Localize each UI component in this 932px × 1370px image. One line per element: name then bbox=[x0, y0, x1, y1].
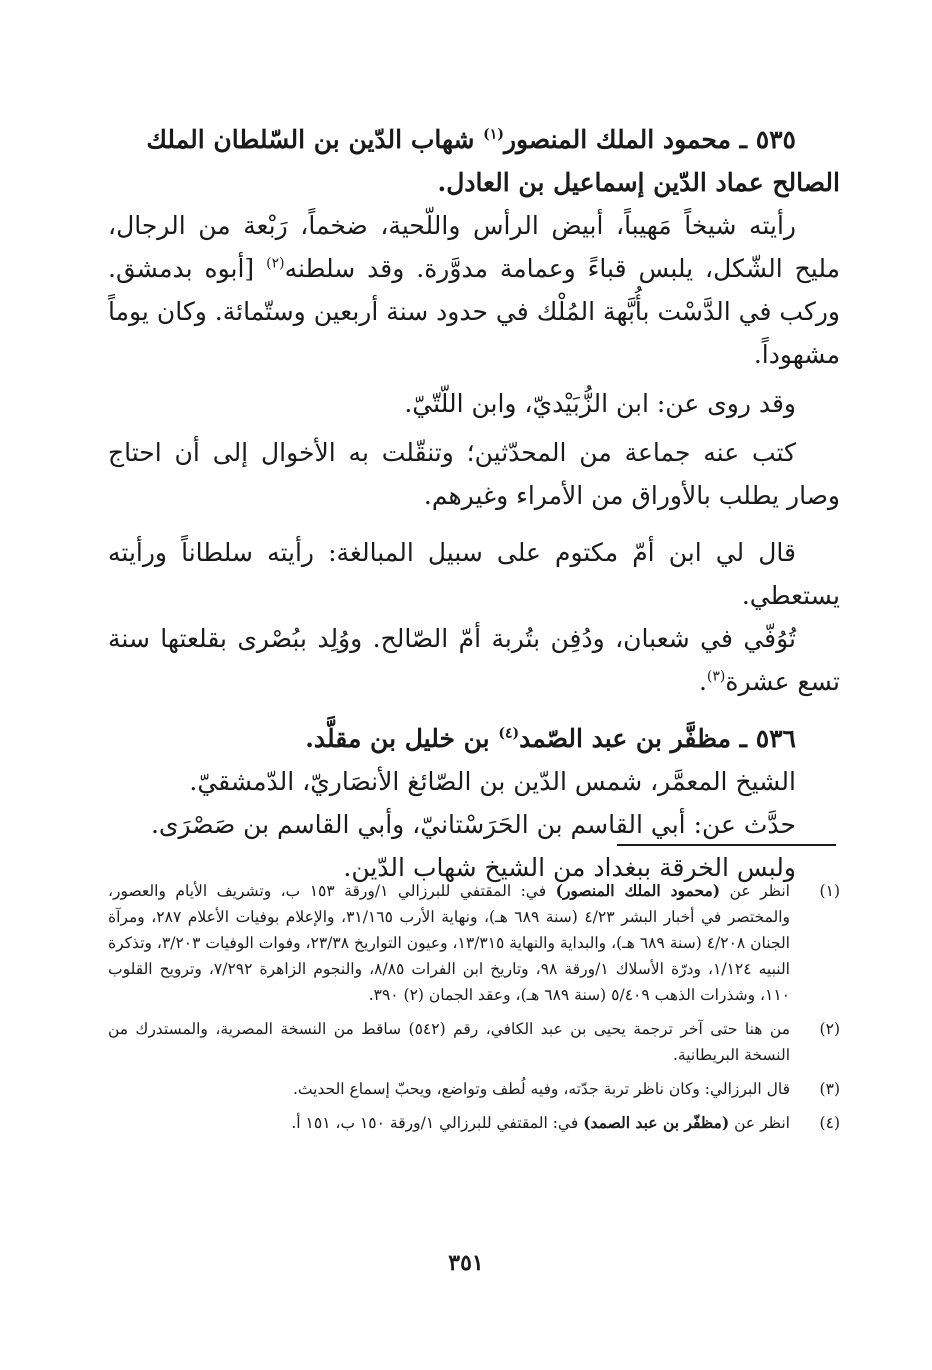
entry-536-line2: حدَّث عن: أبي القاسم بن الحَرَسْتانيّ، وأبي القاسم بن صَصْرَى. bbox=[150, 810, 796, 839]
entry-535-para-death bbox=[108, 617, 840, 703]
entry-535-title-cont: شهاب الدّين بن السّلطان الملك bbox=[146, 125, 484, 154]
main-text bbox=[108, 118, 840, 889]
footnote-pre: انظر عن bbox=[720, 882, 790, 900]
footnote-text: من هنا حتى آخر ترجمة يحيى بن عبد الكافي، رقم (٥٤٢) ساقط من النسخة المصرية، والمستدرك من النسخة البريطانية. bbox=[108, 1020, 790, 1064]
footnote-text bbox=[108, 878, 790, 1008]
footnote-sources: في: المقتفي للبرزالي ١/ورقة ١٥٣ ب، وتشريف الأيام والعصور، والمختصر في أخبار البشر ٤/٢٣ (سنة ٦٨٩ هـ)، ونهاية الأرب ٣١/١٦٥، والإعلام بوفيات الأعلام ٢٨٧، ومرآة الجنان ٤/٢٠٨ (سنة ٦٨٩ هـ)، والبداية والنهاية ١٣/٣١٥، وعيون التواريخ ٢٣/٣٨، وفوات الوفيات ٣/٢٠٣، وتذكرة النبيه ١/١٢٤، ودرّة الأسلاك ١/ورقة ٩٨، وتاريخ ابن الفرات ٨/٨٥، والنجوم الزاهرة ٧/٢٩٢، وترويح القلوب ١١٠، وشذرات الذهب ٥/٤٠٩ (سنة ٦٨٩ هـ)، وعقد الجمان (٢) ٣٩٠. bbox=[108, 882, 790, 1004]
entry-536-line3: ولبس الخرقة ببغداد من الشيخ شهاب الدّين. bbox=[343, 853, 796, 882]
footnote-subject: (محمود الملك المنصور) bbox=[555, 881, 721, 900]
entry-535-para-quote: قال لي ابن أمّ مكتوم على سبيل المبالغة: رأيته سلطاناً ورأيته يستعطي. bbox=[108, 538, 840, 610]
footnote-number: (٣) bbox=[819, 1080, 840, 1098]
footnote-1 bbox=[108, 878, 840, 1008]
para-text-cont: [أبوه بدمشق. وركب في الدَّسْت بأُبَّهة المُلْك في حدود سنة أربعين وستّمائة. وكان يوماً مشهوداً. bbox=[108, 254, 840, 369]
footnotes bbox=[108, 878, 840, 1144]
entry-535-para-students: كتب عنه جماعة من المحدّثين؛ وتنقّلت به الأخوال إلى أن احتاج وصار يطلب بالأوراق من الأمراء وغيرهم. bbox=[108, 438, 840, 510]
entry-535-para-description bbox=[108, 204, 840, 376]
entry-536-title: ٥٣٦ ـ مظفَّر بن عبد الصّمد bbox=[519, 724, 796, 753]
footnote-separator bbox=[617, 844, 836, 846]
footnote-ref-4[interactable]: (٤) bbox=[498, 725, 520, 742]
entry-535-title: ٥٣٥ ـ محمود الملك المنصور bbox=[503, 125, 796, 154]
footnote-sources: في: المقتفي للبرزالي ١/ورقة ١٥٠ ب، ١٥١ أ. bbox=[291, 1114, 584, 1132]
entry-536-title-cont: بن خليل بن مقلَّد. bbox=[305, 724, 499, 753]
footnote-4 bbox=[108, 1110, 840, 1136]
footnote-number: (١) bbox=[819, 882, 840, 900]
entry-536-line1: الشيخ المعمَّر، شمس الدّين بن الصّائغ الأنصَاريّ، الدّمشقيّ. bbox=[189, 767, 796, 796]
entry-536-heading bbox=[108, 717, 840, 760]
footnote-number: (٤) bbox=[819, 1114, 840, 1132]
footnote-ref-2[interactable]: (٢) bbox=[266, 255, 285, 272]
para-end: . bbox=[698, 667, 707, 696]
entry-535-heading-line2: الصالح عماد الدّين إسماعيل بن العادل. bbox=[437, 168, 840, 197]
footnote-pre: انظر عن bbox=[729, 1114, 790, 1132]
para-text: رأيته شيخاً مَهيباً، أبيض الرأس واللّحية، ضخماً، رَبْعة من الرجال، مليح الشّكل، يلبس قباءً وعمامة مدوَّرة. وقد سلطنه bbox=[108, 211, 840, 283]
footnote-subject: (مظفّر بن عبد الصمد) bbox=[583, 1113, 730, 1132]
footnote-text: قال البرزالي: وكان ناظر تربة جدّته، وفيه لُطف وتواضع، ويحبّ إسماع الحديث. bbox=[292, 1080, 790, 1098]
footnote-number: (٢) bbox=[819, 1020, 840, 1038]
footnote-ref-1[interactable]: (١) bbox=[483, 126, 504, 143]
page-number: ٣٥١ bbox=[448, 1250, 484, 1276]
footnote-ref-3[interactable]: (٣) bbox=[706, 668, 726, 685]
entry-535-heading bbox=[108, 118, 840, 161]
footnote-3 bbox=[108, 1076, 840, 1102]
footnote-text bbox=[108, 1110, 790, 1136]
para-text: تُوُفّي في شعبان، ودُفِن بتُربة أمّ الصّالح. ووُلِد ببُصْرى بقلعتها سنة تسع عشرة bbox=[108, 624, 840, 696]
entry-535-para-narrators: وقد روى عن: ابن الزُّبَيْديّ، وابن اللّتّيّ. bbox=[404, 389, 796, 418]
footnote-2 bbox=[108, 1016, 840, 1068]
